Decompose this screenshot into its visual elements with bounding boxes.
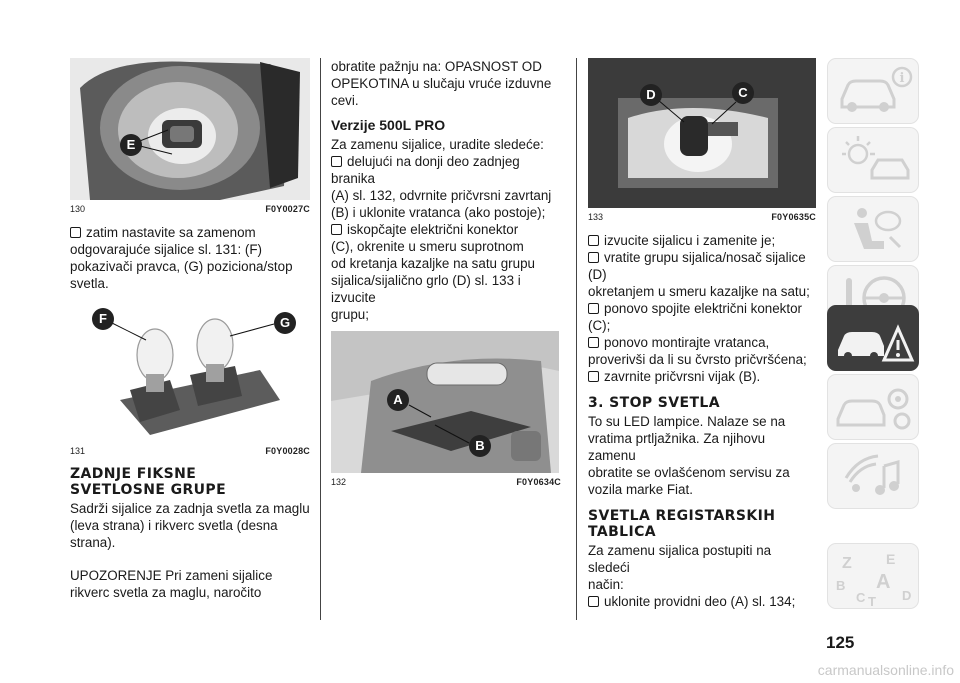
figure-code: F0Y0027C	[265, 204, 310, 214]
index-letter: B	[836, 578, 846, 593]
text-line: svetla.	[70, 276, 109, 291]
index-letter: T	[868, 594, 876, 608]
callout-g: G	[274, 312, 296, 334]
text-line: (A) sl. 132, odvrnite pričvrsni zavrtanj	[331, 188, 552, 203]
index-letter: A	[876, 571, 891, 593]
index-letters-icon	[828, 544, 918, 608]
svg-text:i: i	[899, 71, 905, 86]
figure-133	[588, 58, 816, 208]
text-line: vratima prtljažnika. Za njihovu zamenu	[588, 431, 766, 463]
warning-text-line: UPOZORENJE Pri zameni sijalice	[70, 568, 273, 583]
text-line: način:	[588, 577, 624, 592]
callout-e: E	[120, 134, 142, 156]
figure-132	[331, 331, 559, 473]
warning-lights-icon	[828, 128, 918, 192]
column-3	[588, 58, 816, 610]
text-line: (C), okrenite u smeru suprotnom	[331, 239, 524, 254]
text-line: OPEKOTINA u slučaju vruće izduvne	[331, 76, 552, 91]
bullet-item: uklonite providni deo (A) sl. 134;	[588, 593, 816, 610]
bullet-item: izvucite sijalicu i zamenite je;	[588, 232, 816, 249]
column-divider	[576, 58, 577, 620]
bullet-item: ponovo montirajte vratanca,	[588, 334, 816, 351]
checkbox-bullet-icon	[70, 227, 81, 238]
index-letter: E	[886, 551, 896, 567]
checkbox-bullet-icon	[331, 224, 342, 235]
text-line: (leva strana) i rikverc svetla (desna	[70, 518, 278, 533]
figure-caption-131	[70, 446, 310, 456]
watermark-footer: carmanualsonline.info	[817, 662, 954, 678]
column-2	[331, 58, 561, 497]
bullet-item: iskopčajte električni konektor	[331, 221, 561, 238]
sidebar-tab-car-info[interactable]	[827, 58, 919, 124]
bullet-item: ponovo spojite električni konektor	[588, 300, 816, 317]
figure-code: F0Y0635C	[771, 212, 816, 222]
sidebar-tab-car-maintenance[interactable]	[827, 374, 919, 440]
bulb-holder-illustration	[588, 58, 816, 208]
text-line: cevi.	[331, 93, 359, 108]
bullet-item: delujući na donji deo zadnjeg branika	[331, 154, 520, 186]
figure-number: 130	[70, 204, 86, 214]
sidebar-tab-multimedia[interactable]	[827, 443, 919, 509]
rear-bumper-illustration	[331, 331, 559, 473]
text-line: obratite se ovlašćenom servisu za	[588, 465, 790, 480]
callout-b: B	[469, 435, 491, 457]
sidebar-tab-car-breakdown[interactable]	[827, 305, 919, 371]
figure-caption-133	[588, 212, 816, 222]
figure-code: F0Y0028C	[265, 446, 310, 456]
section-heading: ZADNJE FIKSNE SVETLOSNE GRUPE	[70, 466, 227, 498]
column-1	[70, 58, 310, 601]
text-line: Sadrži sijalice za zadnja svetla za maglu	[70, 501, 310, 516]
checkbox-bullet-icon	[588, 371, 599, 382]
text-line: vozila marke Fiat.	[588, 482, 693, 497]
text-line: To su LED lampice. Nalaze se na	[588, 414, 786, 429]
checkbox-bullet-icon	[588, 235, 599, 246]
car-maintenance-icon	[828, 375, 918, 439]
figure-caption-130	[70, 204, 310, 214]
sidebar-tab-warning-lights[interactable]	[827, 127, 919, 193]
figure-code: F0Y0634C	[516, 477, 561, 487]
car-info-icon	[828, 59, 918, 123]
callout-f: F	[92, 308, 114, 330]
bullet-item: vratite grupu sijalica/nosač sijalice (D)	[588, 250, 806, 282]
page-number: 125	[826, 633, 855, 652]
text-line: (B) i uklonite vratanca (ako postoje);	[331, 205, 546, 220]
subsection-heading: Verzije 500L PRO	[331, 117, 446, 133]
callout-a: A	[387, 389, 409, 411]
text-line: pokazivači pravca, (G) poziciona/stop	[70, 259, 293, 274]
warning-text-line: rikverc svetla za maglu, naročito	[70, 585, 262, 600]
figure-caption-132	[331, 477, 561, 487]
bullet-item: zatim nastavite sa zamenom	[70, 224, 310, 241]
figure-130	[70, 58, 310, 200]
text-line: sijalica/sijalično grlo (D) sl. 133 i izvucite	[331, 273, 521, 305]
section-heading: SVETLA REGISTARSKIH TABLICA	[588, 508, 776, 540]
section-heading: 3. STOP SVETLA	[588, 395, 720, 411]
intro-text: Za zamenu sijalice, uradite sledeće:	[331, 137, 544, 152]
column-divider	[320, 58, 321, 620]
car-breakdown-icon	[828, 306, 918, 370]
bullet-item: zavrnite pričvrsni vijak (B).	[588, 368, 816, 385]
figure-131	[70, 300, 310, 442]
text-line: (C);	[588, 318, 611, 333]
text-line: strana).	[70, 535, 116, 550]
figure-number: 132	[331, 477, 347, 487]
callout-d: D	[640, 84, 662, 106]
checkbox-bullet-icon	[331, 156, 342, 167]
text-line: obratite pažnju na: OPASNOST OD	[331, 59, 542, 74]
checkbox-bullet-icon	[588, 252, 599, 263]
index-letter: C	[856, 590, 866, 605]
multimedia-icon	[828, 444, 918, 508]
text-line: proverivši da li su čvrsto pričvršćena;	[588, 352, 807, 367]
figure-number: 133	[588, 212, 604, 222]
sidebar-tab-index[interactable]	[827, 543, 919, 609]
airbag-seat-icon	[828, 197, 918, 261]
figure-number: 131	[70, 446, 86, 456]
sidebar-tab-airbag-seat[interactable]	[827, 196, 919, 262]
index-letter: Z	[842, 555, 852, 572]
callout-c: C	[732, 82, 754, 104]
text-line: Za zamenu sijalica postupiti na sledeći	[588, 543, 772, 575]
checkbox-bullet-icon	[588, 596, 599, 607]
checkbox-bullet-icon	[588, 337, 599, 348]
checkbox-bullet-icon	[588, 303, 599, 314]
headlamp-housing-illustration	[70, 58, 310, 200]
text-line: grupu;	[331, 307, 369, 322]
text-line: od kretanja kazaljke na satu grupu	[331, 256, 535, 271]
index-letter: D	[902, 588, 912, 603]
text-line: okretanjem u smeru kazaljke na satu;	[588, 284, 810, 299]
text-line: odgovarajuće sijalice sl. 131: (F)	[70, 242, 263, 257]
